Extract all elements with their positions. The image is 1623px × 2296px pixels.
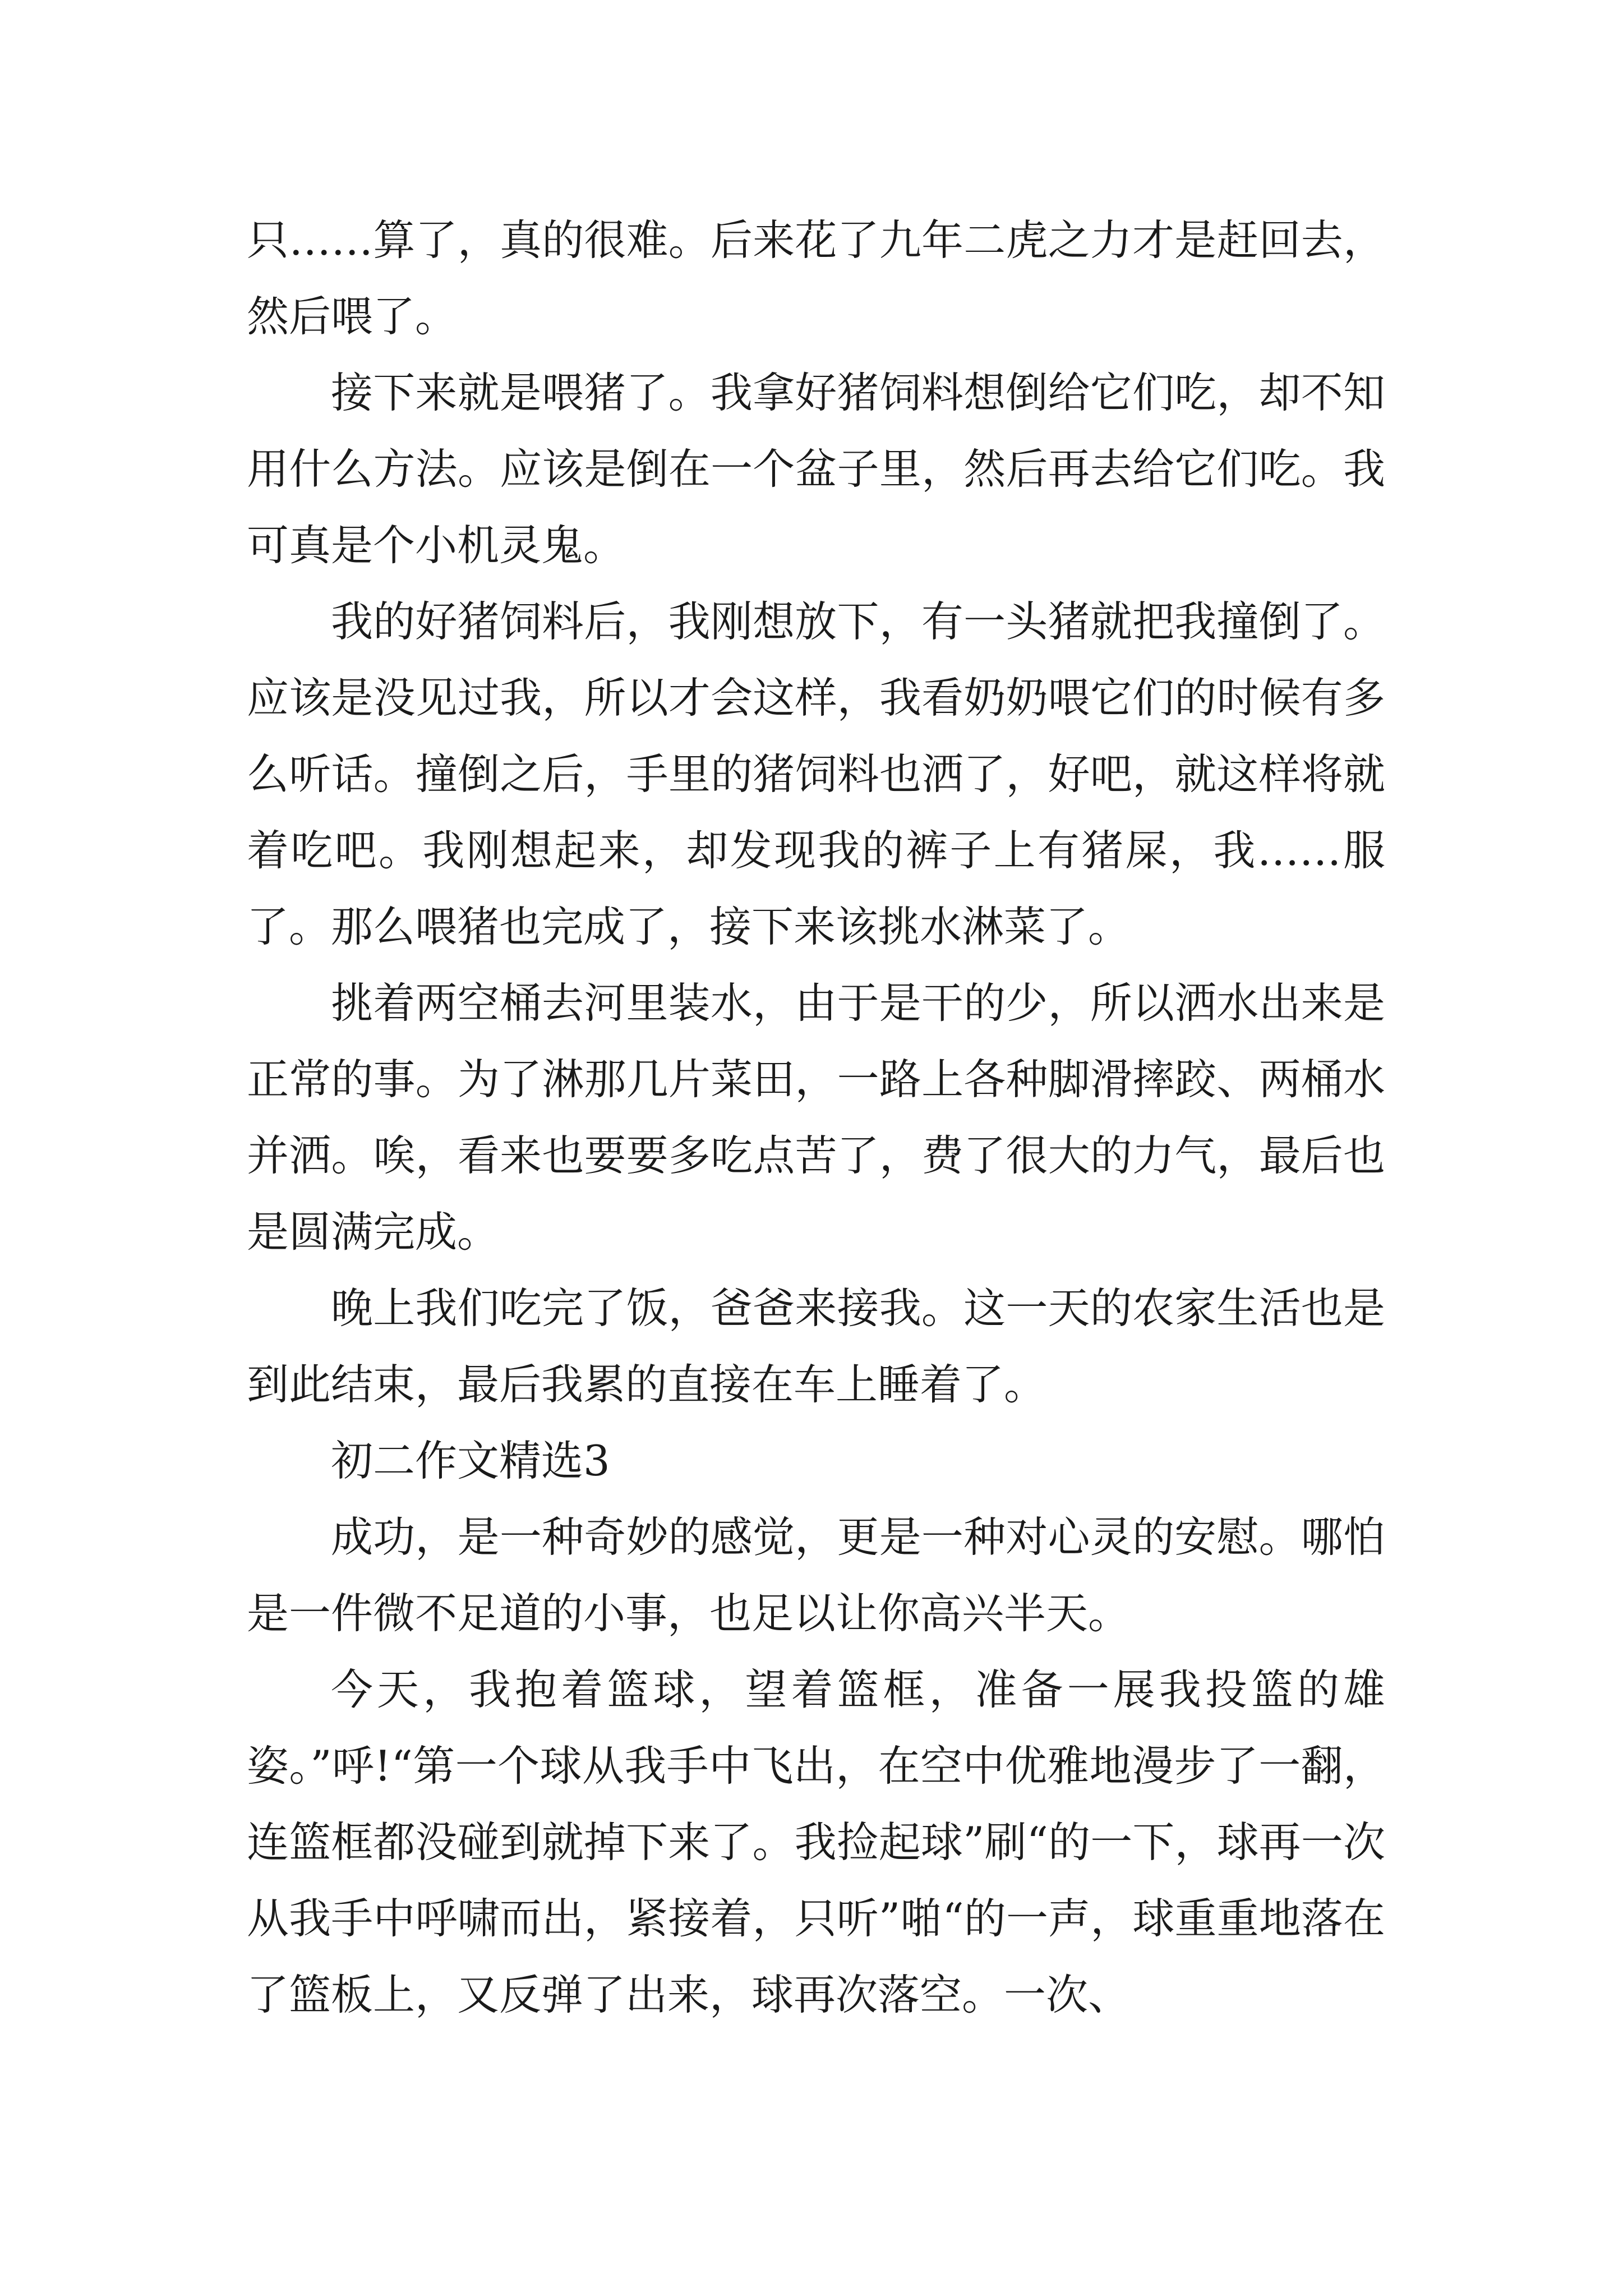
document-body xyxy=(247,202,1385,2033)
paragraph-evening: 晚上我们吃完了饭，爸爸来接我。这一天的农家生活也是到此结束，最后我累的直接在车上睡着了。 xyxy=(247,1283,1385,1409)
paragraph-success: 成功，是一种奇妙的感觉，更是一种对心灵的安慰。哪怕是一件微不足道的小事，也足以让你高兴半天。 xyxy=(247,1512,1385,1638)
paragraph-basketball: 今天，我抱着篮球，望着篮框，准备一展我投篮的雄姿。”呼!“第一个球从我手中飞出，在空中优雅地漫步了一翻，连篮框都没碰到就掉下来了。我捡起球”刷“的一下，球再一次从我手中呼啸而出，紧接着，只听”啪“的一声，球重重地落在了篮板上，又反弹了出来，球再次落空。一次、 xyxy=(247,1665,1385,2019)
paragraph-continued: 只……算了，真的很难。后来花了九年二虎之力才是赶回去，然后喂了。 xyxy=(247,215,1385,341)
paragraph-pig-knockdown: 我的好猪饲料后，我刚想放下，有一头猪就把我撞倒了。应该是没见过我，所以才会这样，我看奶奶喂它们的时候有多么听话。撞倒之后，手里的猪饲料也洒了，好吧，就这样将就着吃吧。我刚想起来，却发现我的裤子上有猪屎，我……服了。那么喂猪也完成了，接下来该挑水淋菜了。 xyxy=(247,597,1385,951)
section-heading: 初二作文精选3 xyxy=(331,1436,610,1485)
paragraph-feeding-pigs: 接下来就是喂猪了。我拿好猪饲料想倒给它们吃，却不知用什么方法。应该是倒在一个盆子里，然后再去给它们吃。我可真是个小机灵鬼。 xyxy=(247,368,1385,570)
paragraph-carrying-water: 挑着两空桶去河里装水，由于是干的少，所以洒水出来是正常的事。为了淋那几片菜田，一路上各种脚滑摔跤、两桶水并洒。唉，看来也要要多吃点苦了，费了很大的力气，最后也是圆满完成。 xyxy=(247,978,1385,1257)
